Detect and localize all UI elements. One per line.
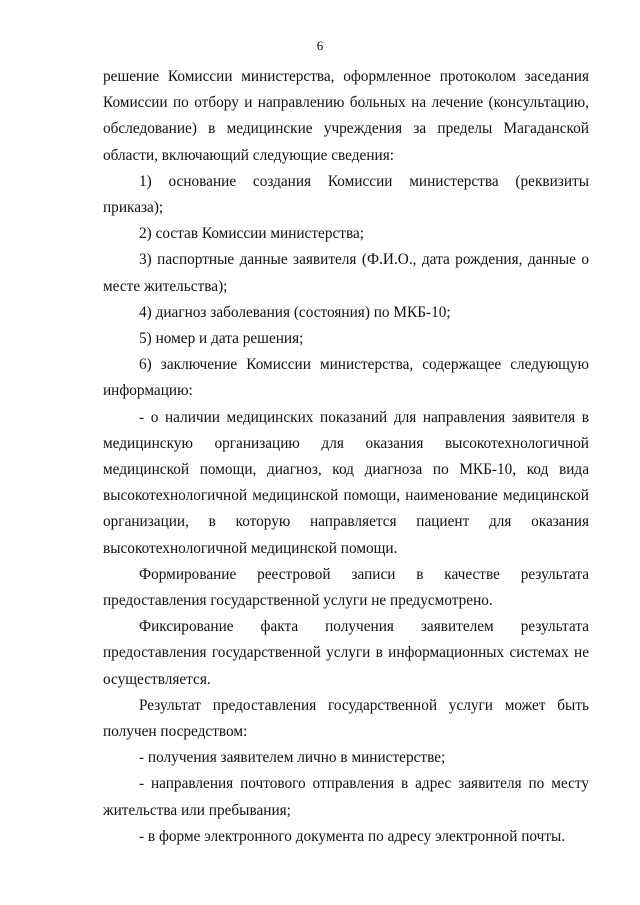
paragraph: - в форме электронного документа по адресу электронной почты. [139, 827, 566, 845]
paragraph: Формирование реестровой записи в качестве результата предоставления государственной услуги не предусмотрено. [103, 565, 589, 610]
paragraph: - получения заявителем лично в министерстве; [139, 749, 446, 767]
paragraph: - о наличии медицинских показаний для направления заявителя в медицинскую организацию для оказания высокотехнологичной медицинской помощи, диагноз, код диагноза по МКБ-10, код вида высокотехнологичной медицинской помощи, наименование медицинской организации, в которую направляется пациент для оказания высокотехнологичной медицинской помощи. [103, 408, 589, 557]
paragraph: 2) состав Комиссии министерства; [139, 225, 365, 243]
paragraph: - направления почтового отправления в адрес заявителя по месту жительства или пребывания; [103, 775, 589, 819]
paragraph: Результат предоставления государственной услуги может быть получен посредством: [103, 696, 589, 741]
page-number: 6 [316, 38, 324, 53]
paragraph: 4) диагноз заболевания (состояния) по МКБ-10; [139, 303, 451, 321]
paragraph: 3) паспортные данные заявителя (Ф.И.О., дата рождения, данные о месте жительства); [103, 251, 589, 295]
paragraph: Фиксирование факта получения заявителем результата предоставления государственной услуги в информационных системах не осуществляется. [103, 618, 589, 688]
paragraph: 1) основание создания Комиссии министерства (реквизиты приказа); [103, 172, 589, 217]
paragraph: решение Комиссии министерства, оформленное протоколом заседания Комиссии по отбору и направлению больных на лечение (консультацию, обследование) в медицинские учреждения за пределы Магаданской области, включающий следующие сведения: [103, 68, 589, 164]
paragraph: 5) номер и дата решения; [139, 330, 304, 348]
document-body [103, 64, 589, 850]
paragraph: 6) заключение Комиссии министерства, содержащее следующую информацию: [103, 356, 589, 400]
